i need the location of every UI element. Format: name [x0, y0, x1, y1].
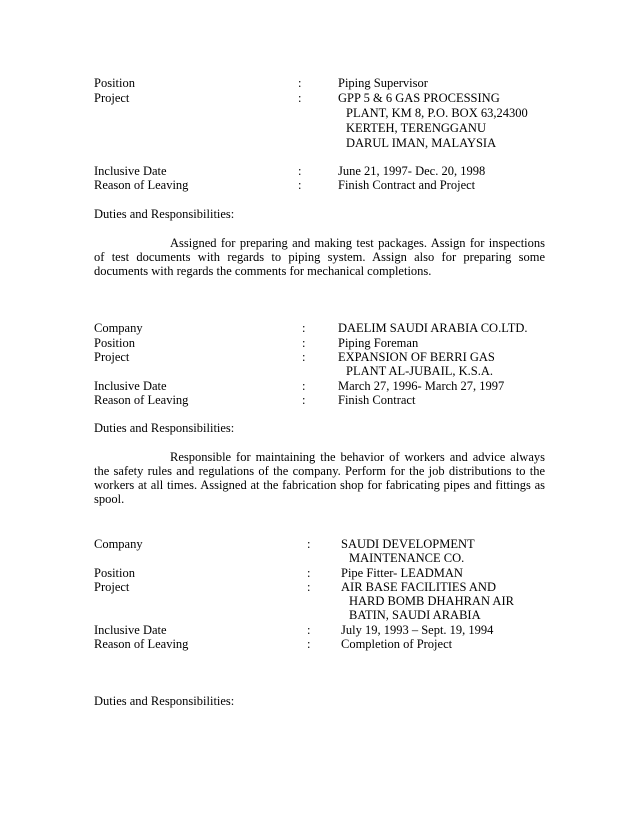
reason-value: Completion of Project	[341, 637, 453, 651]
separator: :	[302, 321, 306, 335]
reason-value: Finish Contract and Project	[338, 178, 476, 192]
position-label: Position	[94, 566, 135, 580]
project-line: AIR BASE FACILITIES AND	[341, 580, 496, 594]
duties-paragraph	[94, 236, 545, 278]
inclusive-date-label: Inclusive Date	[94, 623, 167, 637]
separator: :	[307, 537, 311, 551]
duties-heading: Duties and Responsibilities:	[94, 421, 235, 435]
position-label: Position	[94, 76, 135, 90]
separator: :	[307, 637, 311, 651]
project-line: GPP 5 & 6 GAS PROCESSING	[338, 91, 500, 105]
duties-heading: Duties and Responsibilities:	[94, 207, 235, 221]
project-label: Project	[94, 350, 130, 364]
inclusive-date-value: July 19, 1993 – Sept. 19, 1994	[341, 623, 494, 637]
separator: :	[302, 350, 306, 364]
separator: :	[307, 566, 311, 580]
reason-value: Finish Contract	[338, 393, 416, 407]
reason-label: Reason of Leaving	[94, 637, 189, 651]
separator: :	[302, 393, 306, 407]
separator: :	[307, 580, 311, 594]
duties-text: Responsible for maintaining the behavior of workers and advice always the safety rules and regulations of the company. Perform for the job distributions to the workers at all times. Assigned at the fabrication shop for fabricating pipes and fittings as spool.	[94, 450, 545, 506]
inclusive-date-label: Inclusive Date	[94, 164, 167, 178]
company-line: SAUDI DEVELOPMENT	[341, 537, 475, 551]
project-line: PLANT AL-JUBAIL, K.S.A.	[346, 364, 493, 378]
project-line: PLANT, KM 8, P.O. BOX 63,24300	[346, 106, 528, 120]
project-line: EXPANSION OF BERRI GAS	[338, 350, 495, 364]
position-label: Position	[94, 336, 135, 350]
separator: :	[302, 379, 306, 393]
separator: :	[298, 164, 302, 178]
duties-text: Assigned for preparing and making test packages. Assign for inspections of test documents with regards to piping system. Assign also for preparing some documents with regards the comments for mechanical completions.	[94, 236, 545, 278]
position-value: Pipe Fitter- LEADMAN	[341, 566, 463, 580]
separator: :	[307, 623, 311, 637]
reason-label: Reason of Leaving	[94, 178, 189, 192]
project-label: Project	[94, 91, 130, 105]
project-label: Project	[94, 580, 130, 594]
project-line: DARUL IMAN, MALAYSIA	[346, 136, 497, 150]
company-label: Company	[94, 537, 143, 551]
separator: :	[298, 76, 302, 90]
company-value: DAELIM SAUDI ARABIA CO.LTD.	[338, 321, 528, 335]
project-line: HARD BOMB DHAHRAN AIR	[349, 594, 514, 608]
reason-label: Reason of Leaving	[94, 393, 189, 407]
project-line: BATIN, SAUDI ARABIA	[349, 608, 481, 622]
position-value: Piping Supervisor	[338, 76, 428, 90]
separator: :	[298, 91, 302, 105]
project-line: KERTEH, TERENGGANU	[346, 121, 486, 135]
company-line: MAINTENANCE CO.	[349, 551, 465, 565]
inclusive-date-label: Inclusive Date	[94, 379, 167, 393]
duties-heading: Duties and Responsibilities:	[94, 694, 235, 708]
inclusive-date-value: June 21, 1997- Dec. 20, 1998	[338, 164, 486, 178]
inclusive-date-value: March 27, 1996- March 27, 1997	[338, 379, 505, 393]
duties-paragraph	[94, 450, 545, 506]
company-label: Company	[94, 321, 143, 335]
separator: :	[302, 336, 306, 350]
separator: :	[298, 178, 302, 192]
position-value: Piping Foreman	[338, 336, 419, 350]
